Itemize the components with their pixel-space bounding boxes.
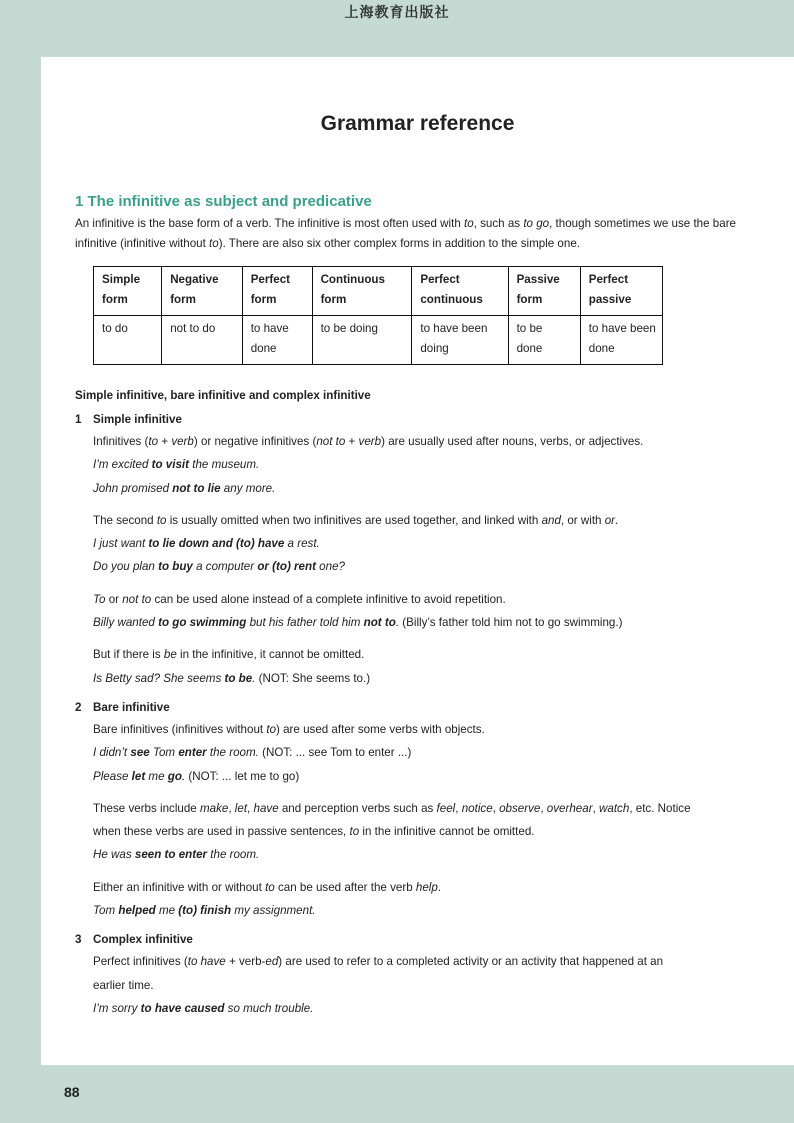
item-heading xyxy=(75,930,765,950)
text-line: Please let me go. (NOT: ... let me to go) xyxy=(93,769,300,783)
table-header-row xyxy=(94,267,663,316)
table-header-cell: Negative form xyxy=(162,267,243,316)
page-number: 88 xyxy=(64,1084,80,1100)
table-header-cell: Passive form xyxy=(508,267,580,316)
spacer xyxy=(93,579,765,588)
grammar-content xyxy=(75,386,765,1020)
text-line: when these verbs are used in passive sentences, to in the infinitive cannot be omitted. xyxy=(93,825,535,839)
table-cell: to be doing xyxy=(312,316,412,365)
table-header-cell: Continuous form xyxy=(312,267,412,316)
spacer xyxy=(75,690,765,698)
section-heading: 1 The infinitive as subject and predicative xyxy=(75,193,372,210)
item-body xyxy=(93,430,765,690)
text-line: Billy wanted to go swimming but his father told him not to. (Billy’s father told him not to go swimming.) xyxy=(93,616,623,630)
text-line: Perfect infinitives (to have + verb-ed) are used to refer to a completed activity or an activity that happened at an xyxy=(93,955,664,969)
text-line: Either an infinitive with or without to can be used after the verb help. xyxy=(93,880,442,894)
table-cell: to have done xyxy=(242,316,312,365)
text-line: Is Betty sad? She seems to be. (NOT: She seems to.) xyxy=(93,671,371,685)
item-list xyxy=(75,410,765,1020)
spacer xyxy=(75,922,765,930)
text-line: Do you plan to buy a computer or (to) rent one? xyxy=(93,560,345,574)
table-cell: to have been doing xyxy=(412,316,508,365)
table-header-cell: Perfect passive xyxy=(580,267,662,316)
page xyxy=(41,57,794,1065)
text-line: He was seen to enter the room. xyxy=(93,848,260,862)
table-cell: not to do xyxy=(162,316,243,365)
spacer xyxy=(93,634,765,643)
text-line: Tom helped me (to) finish my assignment. xyxy=(93,904,316,918)
text-line: I didn’t see Tom enter the room. (NOT: ... see Tom to enter ...) xyxy=(93,746,412,760)
text-line: These verbs include make, let, have and perception verbs such as feel, notice, observe, overhear, watch, etc. Notice xyxy=(93,801,691,815)
text-line: I just want to lie down and (to) have a rest. xyxy=(93,537,320,551)
item-heading xyxy=(75,698,765,718)
table-header-cell: Perfect form xyxy=(242,267,312,316)
publisher-header: 上海教育出版社 xyxy=(344,5,450,21)
text-line: earlier time. xyxy=(93,978,154,992)
text-line: But if there is be in the infinitive, it cannot be omitted. xyxy=(93,648,365,662)
text-line: Infinitives (to + verb) or negative infinitives (not to + verb) are usually used after nouns, verbs, or adjectives. xyxy=(93,435,644,448)
item-title: Bare infinitive xyxy=(93,700,170,714)
text-line: Bare infinitives (infinitives without to) are used after some verbs with objects. xyxy=(93,722,485,736)
table-header-cell: Simple form xyxy=(94,267,162,316)
table-row xyxy=(94,316,663,365)
item-heading xyxy=(75,410,765,430)
item-body xyxy=(93,718,765,922)
table-cell: to be done xyxy=(508,316,580,365)
item-title: Complex infinitive xyxy=(93,933,193,947)
item-number: 3 xyxy=(75,933,82,947)
section-intro: An infinitive is the base form of a verb. The infinitive is most often used with to, such as to go, though sometimes we use the bare infinitive (infinitive without to). There are also six other complex forms in addition to the simple one. xyxy=(75,217,737,250)
table-header-cell: Perfect continuous xyxy=(412,267,508,316)
item-number: 1 xyxy=(75,413,82,426)
text-line: I’m excited to visit the museum. xyxy=(93,458,260,472)
item-number: 2 xyxy=(75,700,82,714)
text-line: The second to is usually omitted when two infinitives are used together, and linked with and, or with or. xyxy=(93,513,619,527)
spacer xyxy=(93,500,765,509)
infinitive-forms-table xyxy=(93,266,663,365)
text-line: John promised not to lie any more. xyxy=(93,481,276,495)
page-title: Grammar reference xyxy=(320,112,515,135)
text-line: I’m sorry to have caused so much trouble. xyxy=(93,1001,314,1015)
spacer xyxy=(93,867,765,876)
table-cell: to do xyxy=(94,316,162,365)
item-body xyxy=(93,950,765,1020)
item-title: Simple infinitive xyxy=(93,413,182,426)
text-line: To or not to can be used alone instead of a complete infinitive to avoid repetition. xyxy=(93,592,506,606)
table-cell: to have been done xyxy=(580,316,662,365)
subheading: Simple infinitive, bare infinitive and complex infinitive xyxy=(75,389,371,402)
spacer xyxy=(93,788,765,797)
